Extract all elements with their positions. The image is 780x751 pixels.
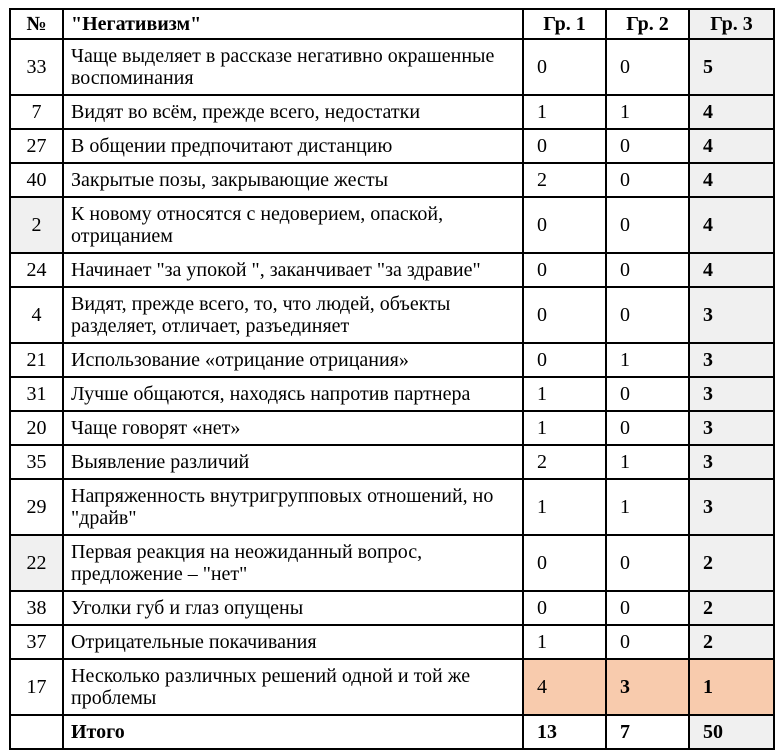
col-header-number: № — [10, 9, 63, 39]
row-description-cell: Чаще выделяет в рассказе негативно окрашенные воспоминания — [63, 39, 523, 95]
row-number-cell: 31 — [10, 377, 63, 411]
row-number-cell: 40 — [10, 163, 63, 197]
col-header-gr2: Гр. 2 — [606, 9, 689, 39]
row-number-cell: 33 — [10, 39, 63, 95]
gr2-value-cell: 0 — [606, 411, 689, 445]
table-row — [10, 411, 774, 445]
row-description-cell: Начинает "за упокой ", заканчивает "за здравие" — [63, 253, 523, 287]
gr3-value-cell: 2 — [689, 535, 774, 591]
gr2-value-cell: 0 — [606, 197, 689, 253]
table-row — [10, 95, 774, 129]
row-number-cell: 24 — [10, 253, 63, 287]
gr3-value-cell: 1 — [689, 659, 774, 715]
gr1-value-cell: 1 — [523, 377, 606, 411]
table-row — [10, 591, 774, 625]
gr3-value-cell: 4 — [689, 129, 774, 163]
row-description-cell: Несколько различных решений одной и той же проблемы — [63, 659, 523, 715]
row-number-cell: 20 — [10, 411, 63, 445]
gr3-value-cell: 3 — [689, 377, 774, 411]
gr3-value-cell: 2 — [689, 591, 774, 625]
total-gr3-cell: 50 — [689, 715, 774, 749]
gr2-value-cell: 0 — [606, 163, 689, 197]
gr2-value-cell: 0 — [606, 377, 689, 411]
gr1-value-cell: 0 — [523, 197, 606, 253]
gr3-value-cell: 3 — [689, 411, 774, 445]
table-row — [10, 479, 774, 535]
col-header-gr1: Гр. 1 — [523, 9, 606, 39]
gr2-value-cell: 0 — [606, 535, 689, 591]
gr2-value-cell: 1 — [606, 445, 689, 479]
table-row — [10, 377, 774, 411]
table-row — [10, 129, 774, 163]
table-row — [10, 163, 774, 197]
table-row — [10, 343, 774, 377]
total-row — [10, 715, 774, 749]
total-number-cell — [10, 715, 63, 749]
row-description-cell: Видят во всём, прежде всего, недостатки — [63, 95, 523, 129]
gr3-value-cell: 3 — [689, 343, 774, 377]
row-number-cell: 35 — [10, 445, 63, 479]
col-header-title: "Негативизм" — [63, 9, 523, 39]
table-row — [10, 39, 774, 95]
gr3-value-cell: 5 — [689, 39, 774, 95]
table-row — [10, 445, 774, 479]
gr3-value-cell: 2 — [689, 625, 774, 659]
gr1-value-cell: 1 — [523, 411, 606, 445]
table-row — [10, 197, 774, 253]
gr1-value-cell: 1 — [523, 479, 606, 535]
gr2-value-cell: 0 — [606, 625, 689, 659]
row-number-cell: 22 — [10, 535, 63, 591]
row-number-cell: 27 — [10, 129, 63, 163]
gr2-value-cell: 0 — [606, 287, 689, 343]
gr1-value-cell: 0 — [523, 343, 606, 377]
row-number-cell: 17 — [10, 659, 63, 715]
negativism-table — [9, 8, 775, 750]
row-number-cell: 21 — [10, 343, 63, 377]
total-label-cell: Итого — [63, 715, 523, 749]
row-description-cell: В общении предпочитают дистанцию — [63, 129, 523, 163]
gr1-value-cell: 0 — [523, 535, 606, 591]
gr1-value-cell: 0 — [523, 39, 606, 95]
col-header-gr3: Гр. 3 — [689, 9, 774, 39]
row-description-cell: Напряженность внутригрупповых отношений, но "драйв" — [63, 479, 523, 535]
gr2-value-cell: 1 — [606, 479, 689, 535]
gr2-value-cell: 0 — [606, 591, 689, 625]
row-description-cell: Видят, прежде всего, то, что людей, объекты разделяет, отличает, разъединяет — [63, 287, 523, 343]
gr1-value-cell: 1 — [523, 625, 606, 659]
gr2-value-cell: 1 — [606, 95, 689, 129]
row-number-cell: 7 — [10, 95, 63, 129]
gr1-value-cell: 2 — [523, 163, 606, 197]
row-number-cell: 2 — [10, 197, 63, 253]
row-description-cell: Использование «отрицание отрицания» — [63, 343, 523, 377]
gr3-value-cell: 3 — [689, 445, 774, 479]
row-number-cell: 4 — [10, 287, 63, 343]
header-row — [10, 9, 774, 39]
table-row — [10, 535, 774, 591]
row-description-cell: Лучше общаются, находясь напротив партнера — [63, 377, 523, 411]
gr1-value-cell: 4 — [523, 659, 606, 715]
row-description-cell: Закрытые позы, закрывающие жесты — [63, 163, 523, 197]
row-description-cell: Отрицательные покачивания — [63, 625, 523, 659]
gr2-value-cell: 0 — [606, 129, 689, 163]
row-number-cell: 37 — [10, 625, 63, 659]
total-gr2-cell: 7 — [606, 715, 689, 749]
row-number-cell: 38 — [10, 591, 63, 625]
table-row — [10, 287, 774, 343]
gr1-value-cell: 1 — [523, 95, 606, 129]
table-row — [10, 625, 774, 659]
gr3-value-cell: 4 — [689, 253, 774, 287]
gr2-value-cell: 0 — [606, 39, 689, 95]
gr1-value-cell: 2 — [523, 445, 606, 479]
gr3-value-cell: 4 — [689, 163, 774, 197]
gr3-value-cell: 3 — [689, 479, 774, 535]
row-description-cell: Выявление различий — [63, 445, 523, 479]
gr1-value-cell: 0 — [523, 129, 606, 163]
gr1-value-cell: 0 — [523, 591, 606, 625]
row-description-cell: Чаще говорят «нет» — [63, 411, 523, 445]
gr3-value-cell: 4 — [689, 197, 774, 253]
row-description-cell: К новому относятся с недоверием, опаской, отрицанием — [63, 197, 523, 253]
gr2-value-cell: 0 — [606, 253, 689, 287]
gr3-value-cell: 4 — [689, 95, 774, 129]
gr2-value-cell: 1 — [606, 343, 689, 377]
table-row — [10, 659, 774, 715]
gr2-value-cell: 3 — [606, 659, 689, 715]
gr1-value-cell: 0 — [523, 287, 606, 343]
row-description-cell: Уголки губ и глаз опущены — [63, 591, 523, 625]
gr3-value-cell: 3 — [689, 287, 774, 343]
table-row — [10, 253, 774, 287]
total-gr1-cell: 13 — [523, 715, 606, 749]
row-number-cell: 29 — [10, 479, 63, 535]
row-description-cell: Первая реакция на неожиданный вопрос, предложение – "нет" — [63, 535, 523, 591]
gr1-value-cell: 0 — [523, 253, 606, 287]
